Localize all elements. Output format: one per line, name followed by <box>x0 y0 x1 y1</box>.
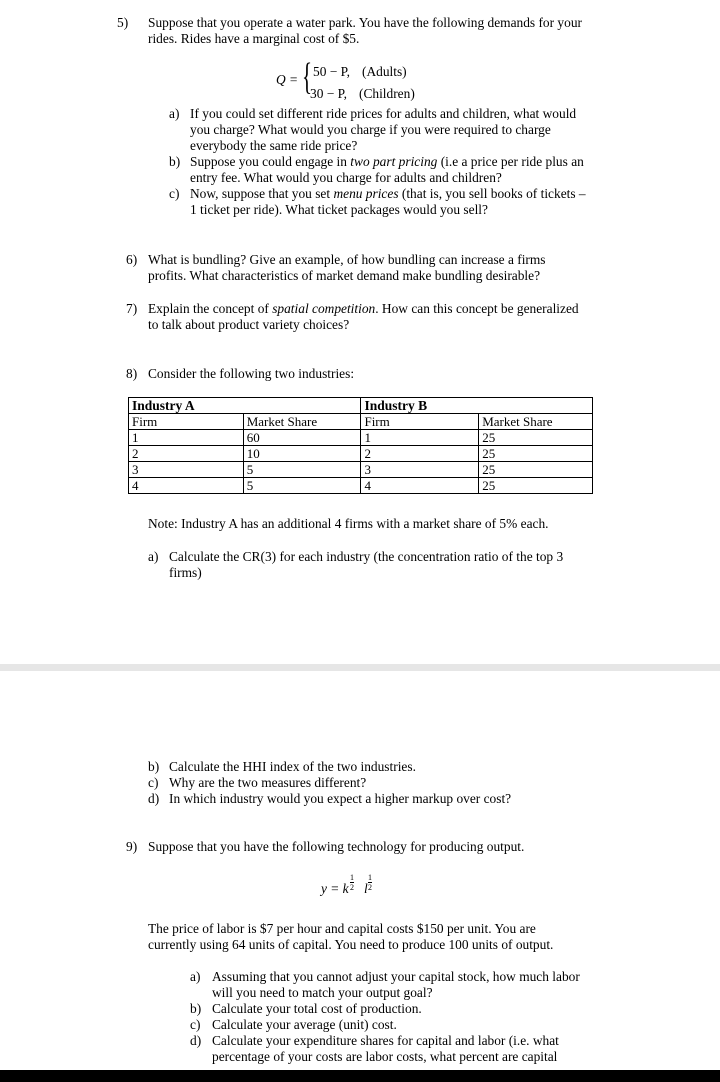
table-row <box>129 462 593 478</box>
part-text-line: Why are the two measures different? <box>169 775 367 790</box>
part-text-line: Calculate the HHI index of the two industries. <box>169 759 416 774</box>
part-text-line: Calculate the CR(3) for each industry (the concentration ratio of the top 3 <box>169 549 564 564</box>
part-text-line: you charge? What would you charge if you were required to charge <box>190 122 551 137</box>
column-header-firm-a: Firm <box>129 414 244 430</box>
table-row <box>129 430 593 446</box>
equation-child-label: (Children) <box>359 86 415 101</box>
table-header-row <box>129 398 593 414</box>
part-text-line: Assuming that you cannot adjust your capital stock, how much labor <box>212 969 580 984</box>
table-cell: 4 <box>361 478 479 494</box>
table-cell: 1 <box>129 430 244 446</box>
table-cell: 2 <box>361 446 479 462</box>
table-cell: 25 <box>479 446 593 462</box>
question-text-line: Suppose that you have the following technology for producing output. <box>148 839 525 854</box>
part-label: b) <box>190 1001 202 1016</box>
table-cell: 10 <box>243 446 361 462</box>
part-text-line: firms) <box>169 565 202 580</box>
question-text-line: profits. What characteristics of market demand make bundling desirable? <box>148 268 541 283</box>
table-header-industry-a: Industry A <box>129 398 361 414</box>
part-label: a) <box>190 969 201 984</box>
exponent-l: 1 2 <box>368 873 372 892</box>
question-text-line: currently using 64 units of capital. You need to produce 100 units of output. <box>148 937 554 952</box>
part-text-line: 1 ticket per ride). What ticket packages would you sell? <box>190 202 488 217</box>
part-text-line: Calculate your average (unit) cost. <box>212 1017 397 1032</box>
part-text-line: Calculate your expenditure shares for capital and labor (i.e. what <box>212 1033 559 1048</box>
column-header-share-b: Market Share <box>479 414 593 430</box>
part-label: a) <box>148 549 159 564</box>
question-text-line: What is bundling? Give an example, of how bundling can increase a firms <box>148 252 546 267</box>
question-text-line: Suppose that you operate a water park. You have the following demands for your <box>148 15 582 30</box>
equation-lhs: Q = <box>276 72 299 87</box>
part-label: b) <box>169 154 181 169</box>
table-cell: 5 <box>243 462 361 478</box>
exponent-k: 1 2 <box>350 873 354 892</box>
page-separator <box>0 664 720 671</box>
part-label: d) <box>190 1033 202 1048</box>
part-text-line: Suppose you could engage in two part pricing (i.e a price per ride plus an <box>190 154 584 169</box>
part-text-line: In which industry would you expect a higher markup over cost? <box>169 791 512 806</box>
bottom-bar <box>0 1070 720 1082</box>
question-number: 5) <box>117 15 129 30</box>
equation-brace: { <box>302 56 313 98</box>
question-text-line: The price of labor is $7 per hour and capital costs $150 per unit. You are <box>148 921 536 936</box>
table-cell: 4 <box>129 478 244 494</box>
table-row <box>129 478 593 494</box>
equation-lhs: y = k <box>321 881 349 896</box>
table-cell: 3 <box>129 462 244 478</box>
part-label: c) <box>148 775 159 790</box>
table-cell: 25 <box>479 430 593 446</box>
table-note: Note: Industry A has an additional 4 firms with a market share of 5% each. <box>148 516 549 531</box>
question-text-line: rides. Rides have a marginal cost of $5. <box>148 31 360 46</box>
part-text-line: entry fee. What would you charge for adults and children? <box>190 170 502 185</box>
equation-child-expr: 30 − P, <box>310 86 347 101</box>
part-text-line: will you need to match your output goal? <box>212 985 433 1000</box>
question-text-line: Consider the following two industries: <box>148 366 355 381</box>
industry-table <box>128 397 593 494</box>
question-number: 7) <box>126 301 138 316</box>
part-label: c) <box>169 186 180 201</box>
table-row <box>129 446 593 462</box>
part-text-line: Now, suppose that you set menu prices (that is, you sell books of tickets – <box>190 186 586 201</box>
part-text-line: Calculate your total cost of production. <box>212 1001 422 1016</box>
part-text-line: If you could set different ride prices for adults and children, what would <box>190 106 577 121</box>
table-cell: 1 <box>361 430 479 446</box>
part-text-line: percentage of your costs are labor costs, what percent are capital <box>212 1049 558 1064</box>
part-label: a) <box>169 106 180 121</box>
part-label: b) <box>148 759 160 774</box>
table-cell: 5 <box>243 478 361 494</box>
question-text-line: to talk about product variety choices? <box>148 317 350 332</box>
table-cell: 2 <box>129 446 244 462</box>
table-cell: 60 <box>243 430 361 446</box>
table-cell: 25 <box>479 462 593 478</box>
question-number: 9) <box>126 839 138 854</box>
table-header-industry-b: Industry B <box>361 398 593 414</box>
equation-adult-label: (Adults) <box>362 64 407 79</box>
question-number: 8) <box>126 366 138 381</box>
table-cell: 25 <box>479 478 593 494</box>
equation-adult-expr: 50 − P, <box>313 64 350 79</box>
table-cell: 3 <box>361 462 479 478</box>
part-label: d) <box>148 791 160 806</box>
equation-l: l <box>364 881 368 896</box>
column-header-firm-b: Firm <box>361 414 479 430</box>
part-label: c) <box>190 1017 201 1032</box>
part-text-line: everybody the same ride price? <box>190 138 358 153</box>
question-text-line: Explain the concept of spatial competition. How can this concept be generalized <box>148 301 579 316</box>
document-page-2 <box>0 671 720 1070</box>
question-number: 6) <box>126 252 138 267</box>
column-header-share-a: Market Share <box>243 414 361 430</box>
table-column-row <box>129 414 593 430</box>
